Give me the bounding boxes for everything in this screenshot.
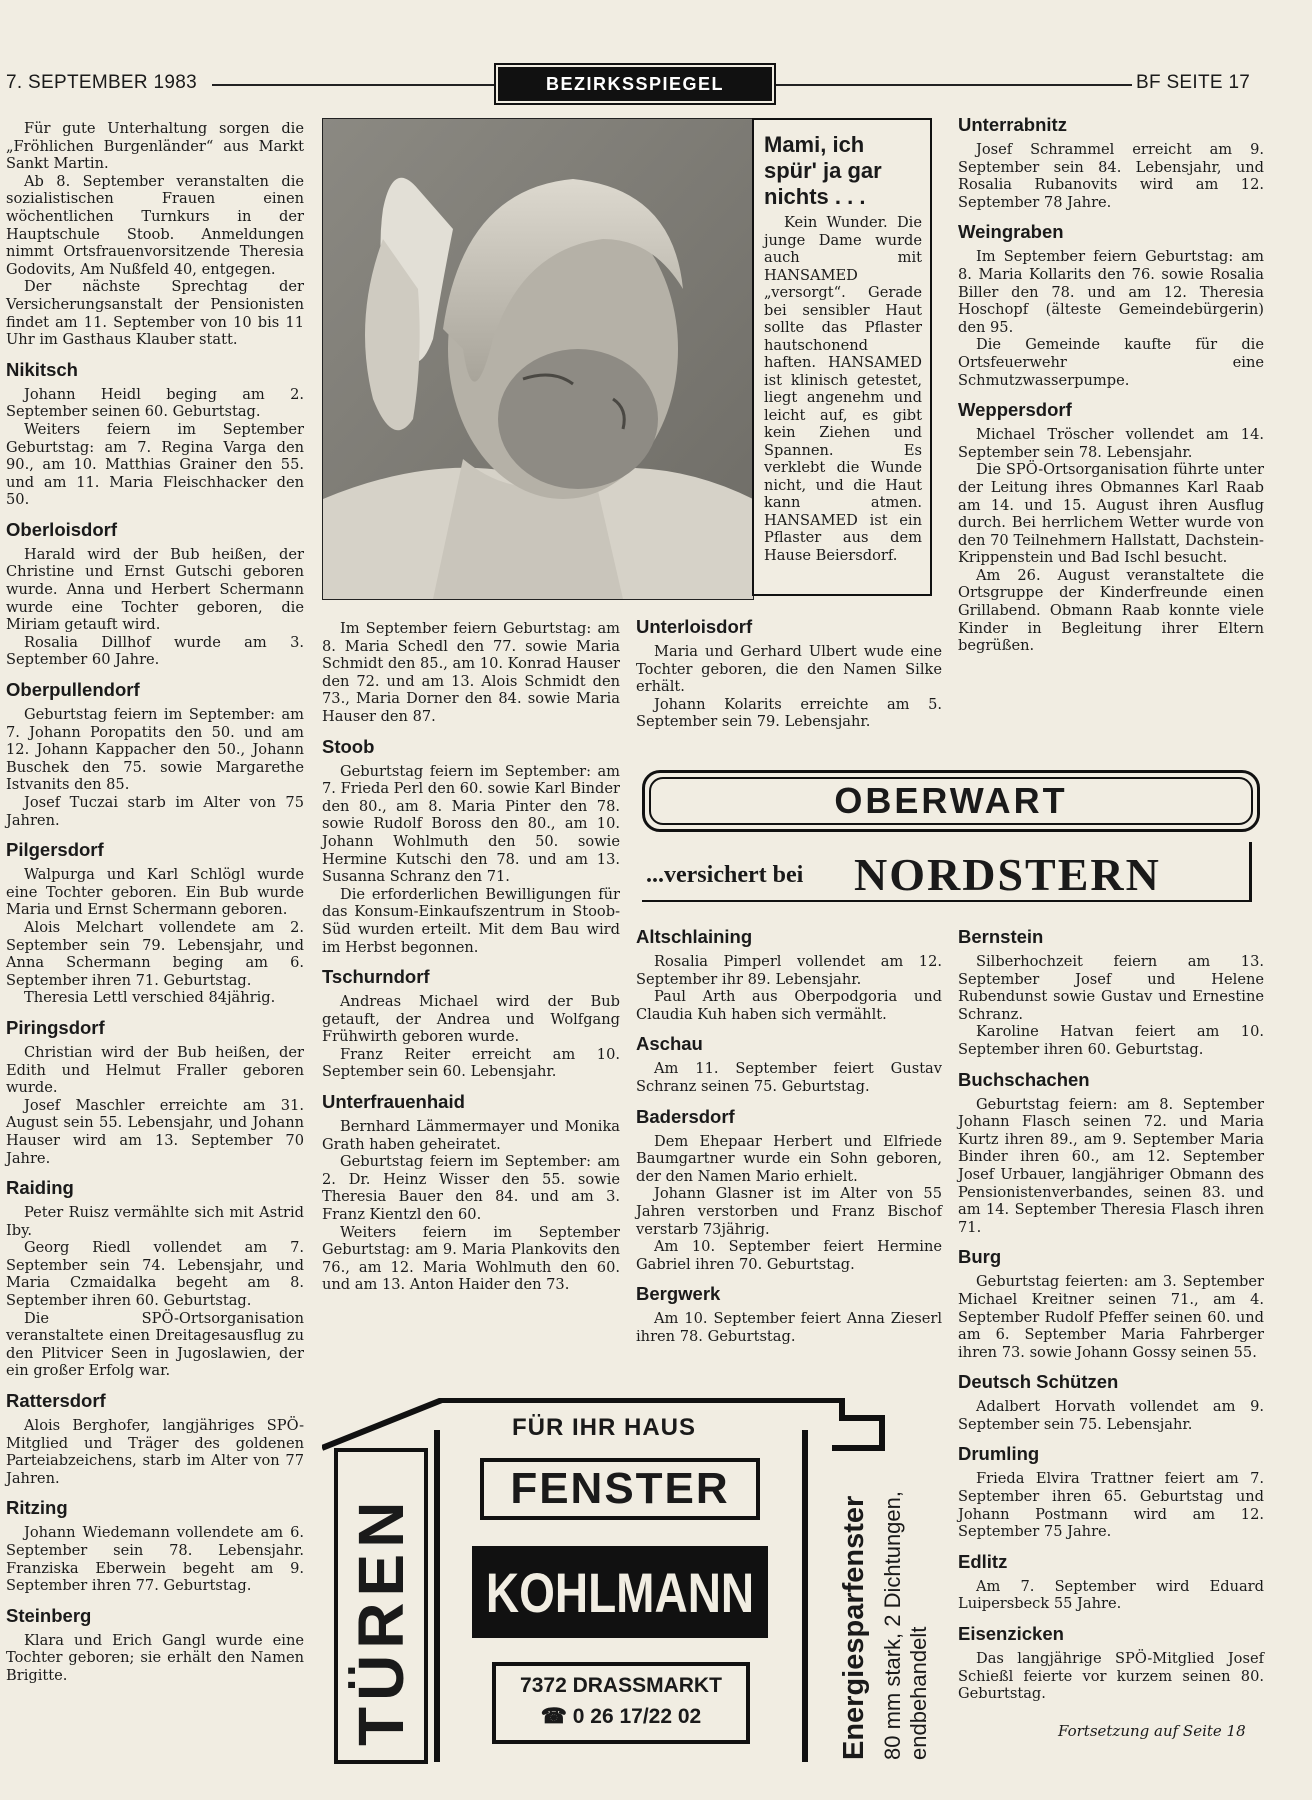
oberwart-ad-title-text: OBERWART — [834, 780, 1068, 821]
fenster-ad-side-big: Energiesparfenster — [838, 1495, 870, 1760]
news-paragraph: Weiters feiern im September Geburtstag: am 9. Maria Plankovits den 76., am 12. Maria Wohlmuth den 60. und am 13. Anton Haider den 73. — [322, 1223, 620, 1294]
hansamed-ad-body: Kein Wunder. Die junge Dame wurde auch mit HANSAMED „versorgt“. Gerade bei sensibler Haut sollte das Pflaster hautschonend haften. HANSAMED ist klinisch getestet, liegt angenehm und leicht auf, es gibt kein Ziehen und Spannen. Es verklebt die Wunde nicht, und die Haut kann atmen. HANSAMED ist ein Pflaster aus dem Hause Beiersdorf. — [764, 214, 922, 564]
fenster-ad-side-small-1: 80 mm stark, 2 Dichtungen, — [880, 1490, 905, 1760]
town-heading: Nikitsch — [6, 358, 78, 380]
intro-paragraph: Im September feiern Geburtstag: am 8. Maria Schedl den 77. sowie Maria Schmidt den 85., am 10. Konrad Hauser den 72. und am 13. Alois Schmidt den 73., Maria Dorner den 84. sowie Maria Hauser den 87. — [322, 620, 620, 725]
news-paragraph: Am 7. September wird Eduard Luipersbeck 55 Jahre. — [958, 1577, 1264, 1613]
fenster-ad-fenster: FENSTER — [510, 1464, 730, 1513]
news-paragraph: Harald wird der Bub heißen, der Christine und Ernst Gutschi geboren wurde. Anna und Herbert Schermann wurde eine Tochter geboren, die Miriam getauft wird. — [6, 545, 304, 634]
town-heading: Altschlaining — [636, 926, 753, 947]
news-paragraph: Alois Melchart vollendete am 2. September sein 79. Lebensjahr, und Anna Schermann beging am 6. September ihren 71. Geburtstag. — [6, 918, 304, 989]
news-paragraph: Im September feiern Geburtstag: am 8. Maria Kollarits den 76. sowie Rosalia Biller den 78. und am 12. Theresia Hoschopf (älteste Gemeindebürgerin) den 95. — [958, 248, 1264, 336]
town-heading: Unterrabnitz — [958, 114, 1067, 135]
news-paragraph: Geburtstag feiern im September: am 7. Frieda Perl den 60. sowie Karl Binder den 80., am 8. Maria Pinter den 78. sowie Rudolf Boross den 80., am 10. Johann Wohlmuth den 50. sowie Hermine Kutschi den 78. und am 13. Susanna Schranz den 71. — [322, 762, 620, 886]
fenster-kohlmann-ad — [322, 1398, 946, 1764]
news-paragraph: Dem Ehepaar Herbert und Elfriede Baumgartner wurde ein Sohn geboren, der den Namen Mario erhielt. — [636, 1132, 942, 1185]
news-paragraph: Andreas Michael wird der Bub getauft, der Andrea und Wolfgang Frühwirth geboren wurde. — [322, 993, 620, 1046]
town-heading: Eisenzicken — [958, 1623, 1064, 1645]
fenster-ad-side-small-2: endbehandelt — [906, 1626, 931, 1760]
news-paragraph: Geburtstag feiern im September: am 7. Johann Poropatits den 50. und am 12. Johann Kappacher den 50., Johann Buschek den 75. sowie Margarethe Istvanits den 85. — [6, 706, 304, 794]
news-paragraph: Paul Arth aus Oberpodgoria und Claudia Kuh haben sich vermählt. — [636, 988, 942, 1023]
news-paragraph: Johann Wiedemann vollendete am 6. September sein 78. Lebensjahr. Franziska Eberwein begeht am 9. September ihren 77. Geburtstag. — [6, 1524, 304, 1595]
fenster-ad-address: 7372 DRASSMARKT — [520, 1674, 722, 1697]
news-paragraph: Christian wird der Bub heißen, der Edith und Helmut Fraller geboren wurde. — [6, 1043, 304, 1097]
news-paragraph: Geburtstag feiern: am 8. September Johann Flasch seinen 72. und Maria Kurtz ihren 89., am 9. September Maria Binder ihren 60., am 12. September Josef Urbauer, langjähriger Obmann des Pensionistenverbandes, seinen 83. und am 14. September Theresia Flasch ihren 71. — [958, 1095, 1264, 1236]
news-paragraph: Johann Heidl beging am 2. September seinen 60. Geburtstag. — [6, 385, 304, 421]
header-rule-right — [776, 84, 1132, 86]
news-paragraph: Rosalia Pimperl vollendet am 12. September ihr 89. Lebensjahr. — [636, 953, 942, 988]
column-4-bottom — [958, 926, 1264, 1703]
news-paragraph: Maria und Gerhard Ulbert wude eine Tochter geboren, die den Namen Silke erhält. — [636, 643, 942, 696]
town-heading: Tschurndorf — [322, 966, 430, 988]
town-heading: Deutsch Schützen — [958, 1371, 1119, 1393]
news-paragraph: Am 10. September feiert Hermine Gabriel ihren 70. Geburtstag. — [636, 1238, 942, 1273]
news-paragraph: Theresia Lettl verschied 84jährig. — [24, 989, 276, 1007]
fenster-ad-phone: ☎ 0 26 17/22 02 — [540, 1705, 702, 1728]
news-paragraph: Georg Riedl vollendet am 7. September sein 74. Lebensjahr, und Maria Czmaidalka begeht am 8. September ihren 60. Geburtstag. — [6, 1239, 304, 1310]
hansamed-ad-title: Mami, ich spür' ja gar nichts . . . — [764, 132, 882, 209]
news-paragraph: Am 10. September feiert Anna Zieserl ihren 78. Geburtstag. — [636, 1310, 942, 1345]
town-heading: Pilgersdorf — [6, 839, 104, 861]
news-paragraph: Frieda Elvira Trattner feiert am 7. September ihren 65. Geburtstag und Johann Postmann wird am 12. September 75 Jahre. — [958, 1470, 1264, 1541]
nordstern-ad-rule — [642, 900, 1252, 902]
town-heading: Unterfrauenhaid — [322, 1091, 465, 1113]
issue-date: 7. SEPTEMBER 1983 — [6, 72, 197, 93]
town-heading: Oberpullendorf — [6, 679, 140, 701]
fenster-ad-roof-text: FÜR IHR HAUS — [512, 1414, 696, 1441]
news-paragraph: Johann Glasner ist im Alter von 55 Jahren verstorben und Franz Bischof verstarb 73jährig. — [636, 1185, 942, 1238]
news-paragraph: Die SPÖ-Ortsorganisation veranstaltete einen Dreitagesausflug zu den Plitvicer Seen in Jugoslawien, der ein großer Erfolg war. — [6, 1309, 304, 1380]
column-4-top — [958, 114, 1264, 655]
nordstern-ad-brand: NORDSTERN — [854, 849, 1161, 900]
news-paragraph: Adalbert Horvath vollendet am 9. September sein 75. Lebensjahr. — [958, 1398, 1264, 1433]
intro-paragraph: Ab 8. September veranstalten die sozialistischen Frauen einen wöchentlichen Turnkurs in der Hauptschule Stoob. Anmeldungen nimmt Ortsfrauenvorsitzende Theresia Godovits, Am Nußfeld 40, entgegen. — [6, 172, 304, 278]
town-heading: Oberloisdorf — [6, 518, 118, 540]
column-1 — [6, 120, 304, 1685]
oberwart-ad-title — [642, 770, 1260, 832]
town-heading: Drumling — [958, 1443, 1040, 1465]
news-paragraph: Geburtstag feierten: am 3. September Michael Kreitner seinen 71., am 4. September Rudolf Pfeffer seinen 60. und am 6. September Maria Fahrberger ihren 73. sowie Johann Gossy seinen 55. — [958, 1273, 1264, 1361]
town-heading: Weppersdorf — [958, 399, 1072, 421]
news-paragraph: Alois Berghofer, langjähriges SPÖ-Mitglied und Träger des goldenen Parteiabzeichens, starb im Alter von 77 Jahren. — [6, 1417, 304, 1487]
town-heading: Bernstein — [958, 926, 1044, 947]
news-paragraph: Geburtstag feiern im September: am 2. Dr. Heinz Wisser den 55. sowie Theresia Bauer den 84. und am 3. Franz Kientzl den 60. — [322, 1153, 620, 1224]
town-heading: Bergwerk — [636, 1283, 721, 1305]
news-paragraph: Karoline Hatvan feiert am 10. September ihren 60. Geburtstag. — [958, 1023, 1264, 1058]
section-title: BEZIRKSSPIEGEL — [498, 67, 772, 101]
girl-photo-image — [323, 119, 753, 599]
column-3-top — [636, 616, 942, 731]
news-paragraph: Das langjährige SPÖ-Mitglied Josef Schießl feierte vor kurzem seinen 80. Geburtstag. — [958, 1650, 1264, 1703]
news-paragraph: Rosalia Dillhof wurde am 3. September 60 Jahre. — [6, 633, 304, 669]
column-2 — [322, 620, 620, 1294]
news-paragraph: Peter Ruisz vermählte sich mit Astrid Iby. — [6, 1204, 304, 1239]
town-heading: Badersdorf — [636, 1105, 735, 1127]
town-heading: Piringsdorf — [6, 1016, 105, 1038]
news-paragraph: Josef Tuczai starb im Alter von 75 Jahren. — [6, 794, 304, 829]
fenster-ad-brand: KOHLMANN — [485, 1561, 755, 1625]
town-heading: Weingraben — [958, 221, 1064, 243]
news-paragraph: Josef Maschler erreichte am 31. August sein 55. Lebensjahr, und Johann Hauser wird am 13. September 70 Jahre. — [6, 1096, 304, 1167]
intro-paragraph: Für gute Unterhaltung sorgen die „Fröhlichen Burgenländer“ aus Markt Sankt Martin. — [6, 120, 304, 173]
town-heading: Stoob — [322, 735, 375, 757]
intro-paragraph: Der nächste Sprechtag der Versicherungsanstalt der Pensionisten findet am 11. September von 10 bis 11 Uhr im Gasthaus Klauber statt. — [6, 278, 304, 349]
hansamed-ad — [752, 118, 932, 596]
fenster-ad-tueren: TÜREN — [345, 1495, 417, 1746]
news-paragraph: Franz Reiter erreicht am 10. September sein 60. Lebensjahr. — [322, 1045, 620, 1081]
news-paragraph: Die Gemeinde kaufte für die Ortsfeuerwehr eine Schmutzwasserpumpe. — [958, 336, 1264, 389]
town-heading: Burg — [958, 1246, 1002, 1268]
town-heading: Aschau — [636, 1033, 703, 1055]
town-heading: Raiding — [6, 1177, 74, 1199]
nordstern-ad — [642, 842, 1262, 904]
town-heading: Buchschachen — [958, 1068, 1090, 1090]
news-paragraph: Bernhard Lämmermayer und Monika Grath haben geheiratet. — [322, 1118, 620, 1153]
news-paragraph: Walpurga und Karl Schlögl wurde eine Tochter geboren. Ein Bub wurde Maria und Ernst Schermann geboren. — [6, 866, 304, 919]
page-number: BF SEITE 17 — [1136, 72, 1251, 93]
girl-photo — [322, 118, 754, 600]
news-paragraph: Klara und Erich Gangl wurde eine Tochter geboren; sie erhält den Namen Brigitte. — [6, 1631, 304, 1684]
town-heading: Rattersdorf — [6, 1390, 106, 1412]
news-paragraph: Silberhochzeit feiern am 13. September Josef und Helene Rubendunst sowie Gustav und Ernestine Schranz. — [958, 953, 1264, 1023]
nordstern-ad-bracket — [1249, 842, 1252, 902]
news-paragraph: Josef Schrammel erreicht am 9. September sein 84. Lebensjahr, und Rosalia Rubanovits wird am 12. September 78 Jahre. — [958, 141, 1264, 211]
news-paragraph: Am 26. August veranstaltete die Ortsgruppe der Kinderfreunde einen Grillabend. Obmann Raab konnte viele Kinder in Begleitung ihrer Eltern begrüßen. — [958, 566, 1264, 655]
town-heading: Edlitz — [958, 1550, 1008, 1572]
town-heading: Ritzing — [6, 1497, 68, 1519]
header-rule-left — [212, 84, 496, 86]
news-paragraph: Johann Kolarits erreichte am 5. September sein 79. Lebensjahr. — [636, 695, 942, 731]
town-heading: Steinberg — [6, 1604, 92, 1626]
news-paragraph: Die SPÖ-Ortsorganisation führte unter der Leitung ihres Obmannes Karl Raab am 14. und 15. August ihren Ausflug durch. Bei herrlichem Wetter wurde von den 70 Teilnehmern Hallstatt, Dachstein-Krippenstein und Bad Ischl besucht. — [958, 461, 1264, 567]
town-heading: Unterloisdorf — [636, 616, 753, 637]
nordstern-ad-small: ...versichert bei — [646, 862, 804, 888]
news-paragraph: Weiters feiern im September Geburtstag: am 7. Regina Varga den 90., am 10. Matthias Grainer den 55. und am 11. Maria Fleischhacker den 50. — [6, 420, 304, 509]
continuation-note: Fortsetzung auf Seite 18 — [1058, 1722, 1246, 1740]
news-paragraph: Die erforderlichen Bewilligungen für das Konsum-Einkaufszentrum in Stoob-Süd wurden erteilt. Mit dem Bau wird im Herbst begonnen. — [322, 885, 620, 956]
column-3-bottom — [636, 926, 942, 1346]
news-paragraph: Michael Tröscher vollendet am 14. September sein 78. Lebensjahr. — [958, 426, 1264, 461]
news-paragraph: Am 11. September feiert Gustav Schranz seinen 75. Geburtstag. — [636, 1060, 942, 1095]
